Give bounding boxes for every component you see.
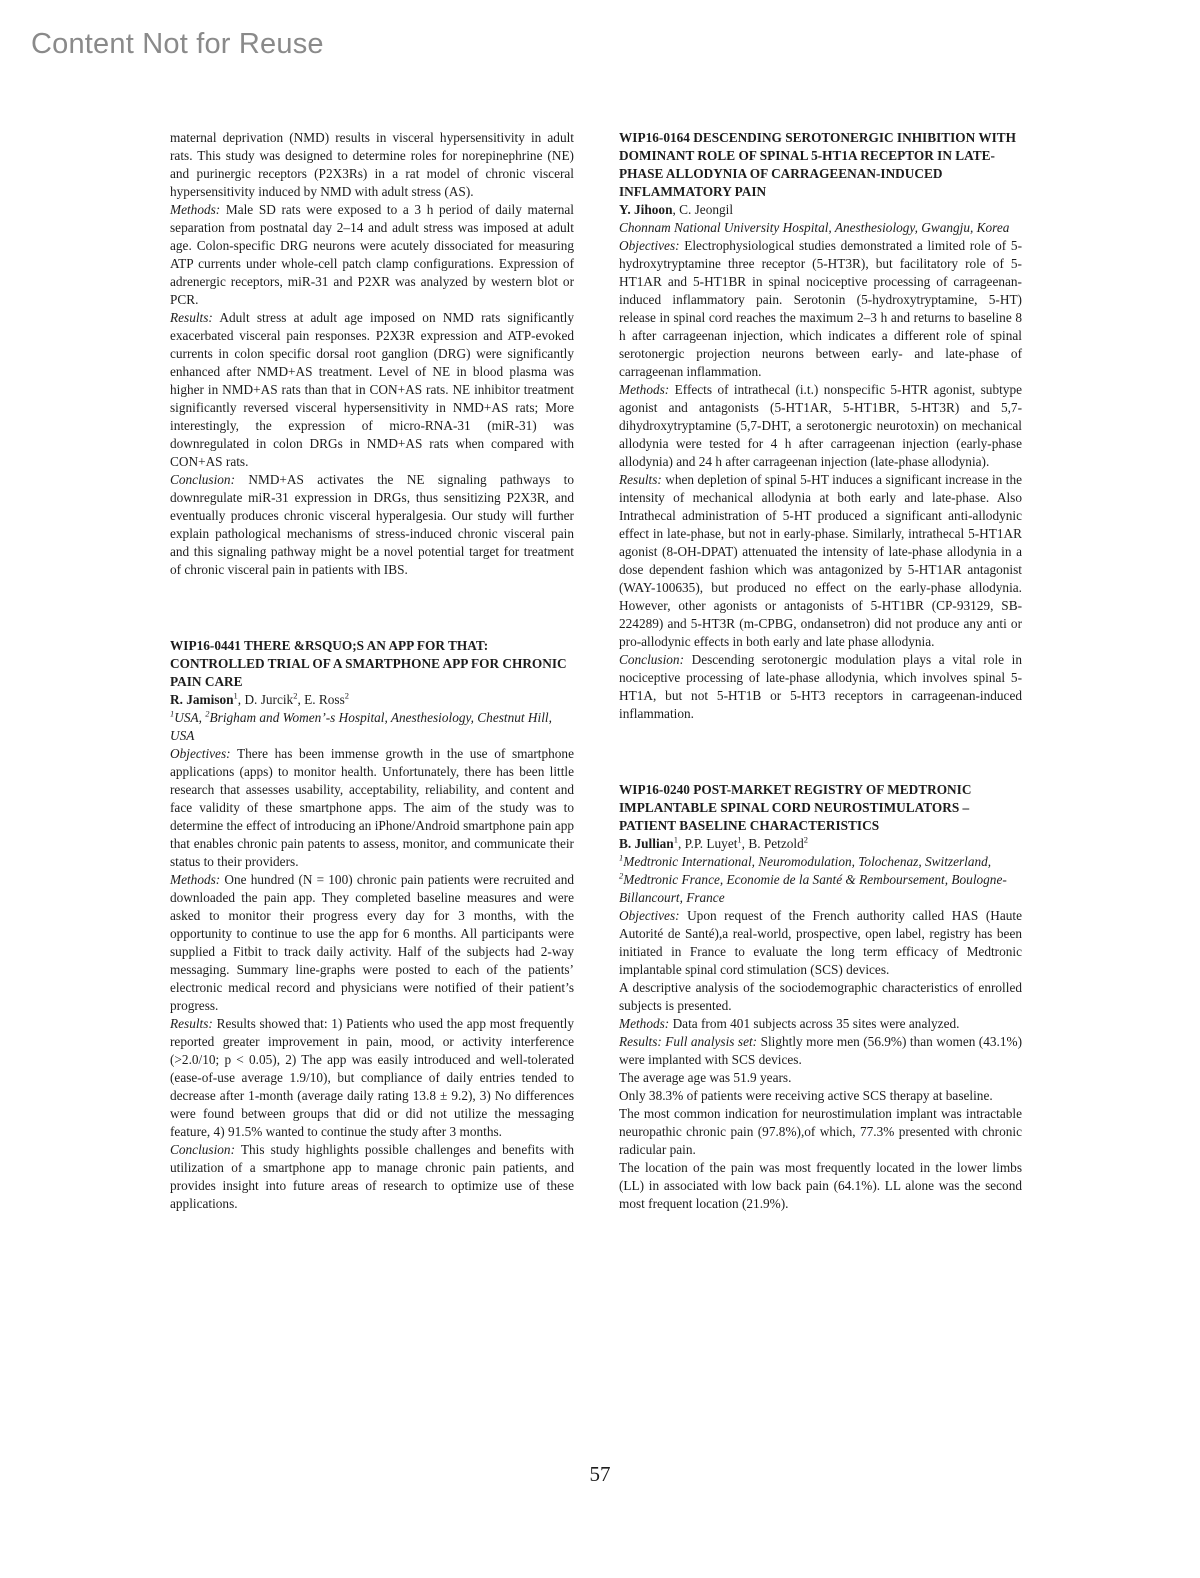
abstract-authors: B. Jullian$^1$, P.P. Luyet$^1$, B. Petzold$^2$ — [619, 834, 808, 851]
abstract-results: Results: when depletion of spinal 5-HT induces a significant increase in the intensity of mechanical allodynia at both early and late-phase. Also Intrathecal administration of 5-HT produced a significant anti-allodynic effect in late-phase, but not in early-phase. Similarly, intrathecal 5-HT1AR agonist (8-OH-DPAT) attenuated the intensity of late-phase allodynia in a dose dependent fashion which was antagonized by 5-HT1AR antagonist (WAY-100635), but produced no effect on the early-phase allodynia. However, other agonists or antagonists of 5-HT1BR (CP-93129, SB-224289) and 5-HT3R (m-CPBG, ondansetron) did not produce any anti or pro-allodynic effects in both early and late phase allodynia. — [619, 472, 1023, 649]
abstract-affiliation: $^1$USA, $^2$Brigham and Women’-s Hospital, Anesthesiology, Chestnut Hill, USA — [170, 708, 552, 743]
page-number: 57 — [589, 1462, 611, 1486]
abstract-affiliation: $^1$Medtronic International, Neuromodulation, Tolochenaz, Switzerland, $^2$Medtronic France, Economie de la Santé & Remboursement, Boulogne-Billancourt, France — [619, 852, 1007, 905]
abstract-conclusion: Conclusion: This study highlights possible challenges and benefits with utilization of a smartphone app to manage chronic pain patients, and provides insight into future areas of research to optimize use of these applications. — [170, 1142, 574, 1211]
abstract-active-therapy: Only 38.3% of patients were receiving active SCS therapy at baseline. — [619, 1088, 993, 1103]
left-column — [170, 129, 574, 1213]
abstract-affiliation: Chonnam National University Hospital, Anesthesiology, Gwangju, Korea — [619, 220, 1010, 235]
abstract-objectives: Objectives: Electrophysiological studies demonstrated a limited role of 5-hydroxytryptamine three receptor (5-HT3R), but facilitatory role of 5-HT1AR and 5-HT1BR in spinal nociceptive processing of carrageenan-induced inflammatory pain. Serotonin (5-hydroxytryptamine, 5-HT) release in spinal cord reaches the maximum 2–3 h and returns to baseline 8 h after carrageenan injection, which indicates a different role of spinal serotonergic projection neurons between early- and late-phase of carrageenan inflammation. — [619, 238, 1022, 379]
abstract-title: WIP16-0441 THERE &RSQUO;S AN APP FOR THAT: CONTROLLED TRIAL OF A SMARTPHONE APP FOR CHRONIC PAIN CARE — [170, 638, 567, 689]
abstract-results: Results: Full analysis set: Slightly more men (56.9%) than women (43.1%) were implanted with SCS devices. — [619, 1034, 1023, 1067]
abstract-methods: Methods: Data from 401 subjects across 35 sites were analyzed. — [619, 1016, 960, 1031]
watermark: Content Not for Reuse — [31, 28, 324, 60]
abstract-intro: maternal deprivation (NMD) results in visceral hypersensitivity in adult rats. This study was designed to determine roles for norepinephrine (NE) and purinergic receptors (P2X3Rs) in a rat model of chronic visceral hypersensitivity induced by NMD with adult stress (AS). — [170, 130, 574, 199]
abstract-objectives: Objectives: Upon request of the French authority called HAS (Haute Autorité de Santé),a real-world, prospective, open label, registry has been initiated in France to evaluate the long term efficacy of Medtronic implantable spinal cord stimulation (SCS) devices. — [619, 908, 1022, 977]
abstract-methods: Methods: Male SD rats were exposed to a 3 h period of daily maternal separation from postnatal day 2–14 and adult stress was imposed at adult age. Colon-specific DRG neurons were acutely dissociated for measuring ATP currents under whole-cell patch clamp configurations. Expression of adrenergic receptors, miR-31 and P2XR was analyzed by western blot or PCR. — [170, 202, 574, 307]
abstract-objectives: Objectives: There has been immense growth in the use of smartphone applications (apps) to monitor health. Unfortunately, there has been little research that assesses usability, acceptability, reliability, and content and face validity of these smartphone apps. The aim of the study was to determine the effect of introducing an iPhone/Android smartphone pain app that enables chronic pain patents to assess, monitor, and communicate their status to their providers. — [170, 746, 574, 869]
abstract-methods: Methods: One hundred (N = 100) chronic pain patients were recruited and downloaded the pain app. They completed baseline measures and were asked to monitor their progress every day for 3 months, with the opportunity to continue to use the app for 6 months. All participants were supplied a Fitbit to track daily activity. Half of the subjects had 2-way messaging. Summary line-graphs were posted to each of the patients’ electronic medical record and physicians were notified of their patient’s progress. — [170, 872, 575, 1013]
abstract-methods: Methods: Effects of intrathecal (i.t.) nonspecific 5-HTR agonist, subtype agonist and antagonists (5-HT1AR, 5-HT1BR, 5-HT3R) and 5,7-dihydroxytryptamine (5,7-DHT, a serotonergic neurotoxin) on mechanical allodynia were tested for 4 h after carrageenan injection (early-phase allodynia) and 24 h after carrageenan injection (late-phase allodynia). — [619, 382, 1022, 469]
abstract-average-age: The average age was 51.9 years. — [619, 1070, 792, 1085]
abstract-authors: R. Jamison$^1$, D. Jurcik$^2$, E. Ross$^2$ — [170, 690, 349, 707]
abstract-pain-location: The location of the pain was most frequently located in the lower limbs (LL) in associated with low back pain (64.1%). LL alone was the second most frequent location (21.9%). — [619, 1160, 1022, 1211]
abstract-title: WIP16-0240 POST-MARKET REGISTRY OF MEDTRONIC IMPLANTABLE SPINAL CORD NEUROSTIMULATORS – PATIENT BASELINE CHARACTERISTICS — [619, 782, 972, 833]
abstract-indication: The most common indication for neurostimulation implant was intractable neuropathic chronic pain (97.8%),of which, 77.3% presented with chronic radicular pain. — [619, 1106, 1022, 1157]
abstract-results: Results: Results showed that: 1) Patients who used the app most frequently reported greater improvement in pain, mood, or activity interference (>2.0/10; p < 0.05), 2) The app was easily introduced and well-tolerated (ease-of-use average 1.9/10), but compliance of daily entries tended to decrease after 1-month (average daily rating 13.8 ± 9.2), 3) No differences were found between groups that did or did not utilize the messaging feature, 4) 91.5% wanted to continue the study after 3 months. — [170, 1016, 574, 1139]
abstract-title: WIP16-0164 DESCENDING SEROTONERGIC INHIBITION WITH DOMINANT ROLE OF SPINAL 5-HT1A RECEPTOR IN LATE-PHASE ALLODYNIA OF CARRAGEENAN-INDUCED INFLAMMATORY PAIN — [619, 130, 1017, 199]
right-column — [619, 129, 1022, 1213]
abstract-conclusion: Conclusion: NMD+AS activates the NE signaling pathways to downregulate miR-31 expression in DRGs, thus sensitizing P2X3R, and eventually produces chronic visceral hyperalgesia. Our study will further explain pathological mechanisms of stress-induced chronic visceral pain and this signaling pathway might be a novel potential target for treatment of chronic visceral pain in patients with IBS. — [170, 472, 574, 577]
abstract-authors: Y. Jihoon, C. Jeongil — [619, 202, 734, 217]
abstract-results: Results: Adult stress at adult age imposed on NMD rats significantly exacerbated visceral pain responses. P2X3R expression and ATP-evoked currents in colon specific dorsal root ganglion (DRG) were significantly enhanced after NMD+AS treatment. Level of NE in blood plasma was higher in NMD+AS rats than that in CON+AS rats. NE inhibitor treatment significantly reversed visceral hypersensitivity in NMD+AS rats; More interestingly, the expression of micro-RNA-31 (miR-31) was downregulated in colon DRGs in NMD+AS rats when compared with CON+AS rats. — [170, 310, 575, 469]
abstract-conclusion: Conclusion: Descending serotonergic modulation plays a vital role in nociceptive processing of late-phase allodynia, which involves spinal 5-HT1A, but not 5-HT1B or 5-HT3 receptors in carrageenan-induced inflammation. — [619, 652, 1022, 721]
abstract-descriptive: A descriptive analysis of the sociodemographic characteristics of enrolled subjects is presented. — [619, 980, 1022, 1013]
